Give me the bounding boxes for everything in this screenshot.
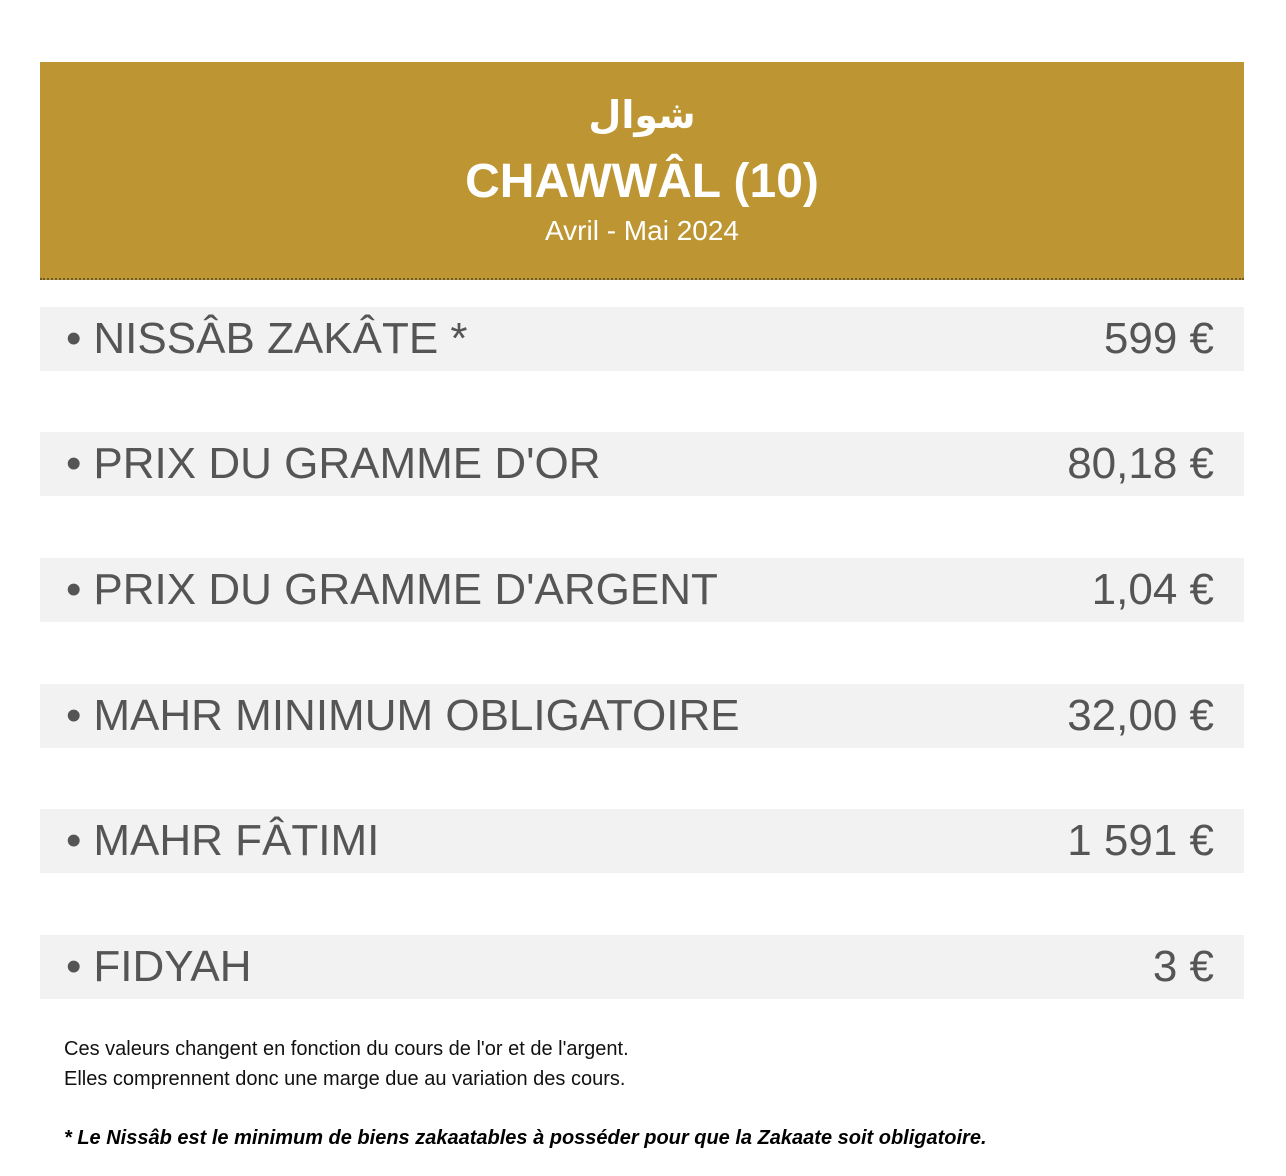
bullet: • <box>66 691 82 740</box>
row-value: 1,04 € <box>1091 565 1214 614</box>
row-label: FIDYAH <box>93 942 252 991</box>
bullet: • <box>66 439 82 488</box>
value-row-mahr-fatimi <box>40 809 1244 873</box>
bullet: • <box>66 942 82 991</box>
month-header <box>40 62 1244 280</box>
value-row-nissab <box>40 307 1244 371</box>
value-row-mahr-minimum <box>40 684 1244 748</box>
bullet: • <box>66 565 82 614</box>
row-label: MAHR MINIMUM OBLIGATOIRE <box>93 691 740 740</box>
month-period: Avril - Mai 2024 <box>544 215 739 246</box>
row-value: 1 591 € <box>1067 816 1214 865</box>
row-value: 3 € <box>1152 942 1214 991</box>
value-row-silver <box>40 558 1244 622</box>
row-value: 32,00 € <box>1067 691 1214 740</box>
arabic-month-title: شوال <box>588 93 696 137</box>
bullet: • <box>66 314 82 363</box>
row-value: 80,18 € <box>1067 439 1214 488</box>
row-label: PRIX DU GRAMME D'OR <box>93 439 601 488</box>
value-row-gold <box>40 432 1244 496</box>
row-label: PRIX DU GRAMME D'ARGENT <box>93 565 718 614</box>
month-title: CHAWWÂL (10) <box>465 155 819 208</box>
row-label: NISSÂB ZAKÂTE * <box>93 314 468 363</box>
note-line: Ces valeurs changent en fonction du cours de l'or et de l'argent. <box>64 1038 629 1060</box>
row-label: MAHR FÂTIMI <box>93 816 380 865</box>
notes <box>64 1034 1244 1094</box>
value-row-fidyah <box>40 935 1244 999</box>
note-line: Elles comprennent donc une marge due au variation des cours. <box>64 1068 626 1090</box>
row-value: 599 € <box>1103 314 1214 363</box>
bullet: • <box>66 816 82 865</box>
nissab-footnote: * Le Nissâb est le minimum de biens zakaatables à posséder pour que la Zakaate soit obligatoire. <box>64 1127 987 1149</box>
